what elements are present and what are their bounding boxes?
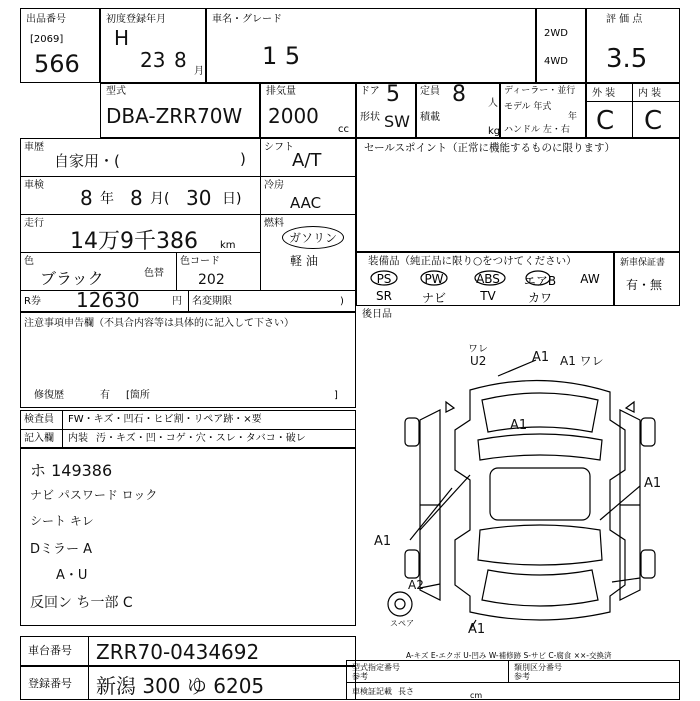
repair-value: 有 <box>100 390 110 401</box>
fuel-value: ガソリン <box>282 226 344 249</box>
inspector-ext-items: FW・キズ・凹石・ヒビ割・リペア跡・×要 <box>68 414 262 425</box>
color-code-value: 202 <box>198 272 225 288</box>
recycle-unit: 円 <box>172 296 182 307</box>
shift-label: シフト <box>264 142 294 153</box>
equip-pw: PW <box>424 272 444 286</box>
class-label: 類別区分番号 <box>514 663 562 672</box>
reg-month: 8 <box>174 48 187 72</box>
diagram-mark-6: A1 <box>644 476 662 491</box>
warranty-value: 有・無 <box>626 278 663 292</box>
diagram-mark-2: U2 <box>470 354 487 368</box>
color-change-label: 色替 <box>144 268 164 279</box>
insp-month-unit: 月( <box>150 191 170 207</box>
handle-label: ハンドル 左・右 <box>504 125 570 135</box>
damage-legend: A-キズ E-エクボ U-凹み W-補修跡 S-サビ C-腐食 ××-交換済 <box>406 651 612 660</box>
length-label: 長さ <box>398 687 414 696</box>
model-year-unit: 年 <box>568 112 578 122</box>
interior-grade: C <box>644 106 663 136</box>
inspector-int-label: 内装 <box>68 433 88 444</box>
footer-divider <box>508 660 509 682</box>
notes-title: 注意事項申告欄（不具合内容等は具体的に記入して下さい） <box>24 318 294 329</box>
inspector-label1: 検査員 <box>24 414 54 425</box>
dims-label: 車検証記載 <box>352 687 392 696</box>
diagram-mark-7: A1 <box>374 534 392 549</box>
inspector-label2: 記入欄 <box>24 433 54 444</box>
equip-sr: SR <box>376 289 392 303</box>
seats-unit: 人 <box>488 98 498 109</box>
car-name: 1 5 <box>262 42 301 70</box>
exterior-label: 外 装 <box>592 88 616 99</box>
note-line-6: 反回ン ち一部 C <box>30 595 133 611</box>
equip-aw: AW <box>580 272 600 286</box>
diagram-mark-4: A1 ワレ <box>560 354 604 368</box>
equip-ps: PS <box>376 272 392 286</box>
score-label: 評 価 点 <box>606 14 643 25</box>
insp-day-unit: 日) <box>222 191 242 207</box>
reg-year: 23 <box>140 48 166 72</box>
recycle-label: R券 <box>24 296 41 307</box>
shift-value: A/T <box>292 150 322 171</box>
disp-unit: cc <box>338 124 349 135</box>
cm-unit: cm <box>470 691 483 700</box>
disp-label: 排気量 <box>266 86 296 97</box>
usage-value: 自家用・( <box>54 152 120 170</box>
footer-ref1: 参考 <box>352 672 368 681</box>
selling-points-title: セールスポイント（正常に機能するものに限ります） <box>364 142 616 154</box>
car-name-label: 車名・グレード <box>212 14 282 25</box>
interior-label: 内 装 <box>638 88 662 99</box>
ac-value: AAC <box>290 194 322 212</box>
insp-year-unit: 年 <box>100 191 114 207</box>
color-label: 色 <box>24 256 34 267</box>
note-line-3: シート キレ <box>30 514 94 528</box>
diagram-mark-8: A2 <box>408 578 424 592</box>
color-value: ブラック <box>40 269 104 288</box>
reg-month-unit: 月 <box>194 66 204 77</box>
repair-close: ] <box>334 390 338 401</box>
repair-label: 修復歴 <box>34 390 64 401</box>
drive-2wd: 2WD <box>544 28 568 39</box>
note-line-2: ナビ パスワード ロック <box>30 488 158 502</box>
shape-label: 形状 <box>360 112 380 123</box>
insp-year: 8 <box>80 186 93 210</box>
inspection-label: 車検 <box>24 180 44 191</box>
disp-value: 2000 <box>268 104 319 128</box>
mileage-unit: km <box>220 240 236 251</box>
note-line-5: A・U <box>56 568 88 583</box>
footer-ref2: 参考 <box>514 672 530 681</box>
usage-label: 車歴 <box>24 142 44 153</box>
model-year-label: モデル 年式 <box>504 102 552 112</box>
repair-place: [箇所 <box>126 390 150 401</box>
lot-no-label: 出品番号 <box>26 14 66 25</box>
door-label: ドア <box>360 86 380 97</box>
diagram-mark-10: A1 <box>468 622 486 637</box>
lot-code: [2069] <box>30 34 64 45</box>
diagram-mark-9: スペア <box>390 619 414 628</box>
mileage-label: 走行 <box>24 218 44 229</box>
recycle-value: 12630 <box>76 288 140 312</box>
note-line-1: ホ 149386 <box>30 461 113 480</box>
reg-era: H <box>114 26 130 50</box>
later-label: 後日品 <box>362 309 392 320</box>
footer-mid <box>346 682 680 683</box>
equip-abs: ABS <box>476 272 500 286</box>
insp-day: 30 <box>186 186 212 210</box>
chassis-value: ZRR70-0434692 <box>96 640 260 664</box>
recycle-close: ) <box>340 296 344 307</box>
type-label: 型式 <box>106 86 126 97</box>
diagram-mark-1: ワレ <box>468 344 488 355</box>
equip-navi: ナビ <box>421 291 446 305</box>
usage-close: ) <box>240 150 246 168</box>
equip-tv: TV <box>480 289 496 303</box>
lot-number: 566 <box>34 50 80 78</box>
load-unit: kg <box>488 126 501 137</box>
load-label: 積載 <box>420 112 440 123</box>
seats-value: 8 <box>452 82 466 107</box>
ac-label: 冷房 <box>264 180 284 191</box>
diagram-mark-3: A1 <box>532 350 550 365</box>
color-code-label: 色コード <box>180 256 220 267</box>
equip-leather: カワ <box>527 291 552 305</box>
equip-airbag: エアB <box>523 274 557 288</box>
registration-label: 登録番号 <box>28 677 72 690</box>
drive-4wd: 4WD <box>544 56 568 67</box>
door-value: 5 <box>386 82 400 107</box>
note-line-4: Dミラー A <box>30 542 93 557</box>
insp-month: 8 <box>130 186 143 210</box>
exterior-grade: C <box>596 106 615 136</box>
score-value: 3.5 <box>606 44 648 74</box>
seats-label: 定員 <box>420 86 440 97</box>
chassis-label: 車台番号 <box>28 644 72 657</box>
mileage-value: 14万9千386 <box>70 229 198 254</box>
diagram-mark-5: A1 <box>510 418 528 433</box>
model-no-label: 型式指定番号 <box>352 663 400 672</box>
fuel-alt: 軽 油 <box>290 254 318 268</box>
warranty-label: 新車保証書 <box>620 258 666 268</box>
inspector-int-items: 汚・キズ・凹・コゲ・穴・スレ・タバコ・破レ <box>96 433 306 444</box>
name-change-label: 名変期限 <box>192 296 232 307</box>
registration-value: 新潟 300 ゆ 6205 <box>96 674 265 698</box>
first-reg-label: 初度登録年月 <box>106 14 166 25</box>
fuel-label: 燃料 <box>264 218 284 229</box>
shape-value: SW <box>384 112 410 131</box>
type-value: DBA-ZRR70W <box>106 104 243 128</box>
equipment-title: 装備品（純正品に限り○をつけてください） <box>368 255 577 267</box>
dealer-label: ディーラー・並行 <box>504 86 576 96</box>
